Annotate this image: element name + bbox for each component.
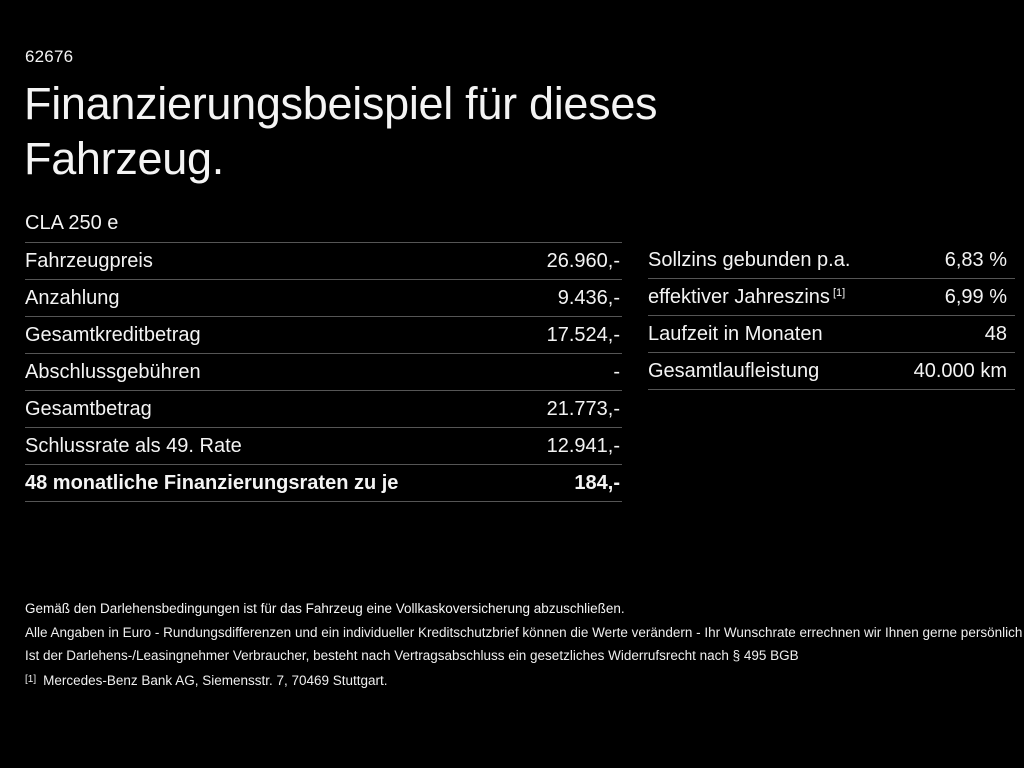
row-value: 40.000 km bbox=[913, 359, 1007, 382]
table-row-gesamtbetrag bbox=[25, 391, 622, 428]
table-row-gesamtkreditbetrag bbox=[25, 317, 622, 354]
row-label: Gesamtkreditbetrag bbox=[25, 323, 201, 346]
offer-id: 62676 bbox=[25, 47, 74, 66]
legal-notes bbox=[25, 597, 1023, 692]
row-value: 6,99 % bbox=[944, 285, 1007, 308]
row-label: Abschlussgebühren bbox=[25, 360, 201, 383]
row-value: 184,- bbox=[574, 471, 620, 494]
row-label: Laufzeit in Monaten bbox=[648, 322, 823, 345]
insurance-requirement-note: Gemäß den Darlehensbedingungen ist für das Fahrzeug eine Vollkaskoversicherung abzuschließen. bbox=[25, 601, 625, 616]
table-row-abschlussgebuehren bbox=[25, 354, 622, 391]
row-value: 21.773,- bbox=[546, 397, 620, 420]
row-value: 48 bbox=[984, 322, 1007, 345]
disclaimer-note-2: Ist der Darlehens-/Leasingnehmer Verbraucher, besteht nach Vertragsabschluss ein gesetzliches Widerrufsrecht nach § 495 BGB bbox=[25, 648, 799, 663]
page-title-line1: Finanzierungsbeispiel für dieses bbox=[24, 78, 658, 129]
row-value: 12.941,- bbox=[546, 434, 620, 457]
table-row-monatsrate bbox=[25, 465, 622, 502]
row-label: Sollzins gebunden p.a. bbox=[648, 248, 851, 271]
table-row-fahrzeugpreis bbox=[25, 243, 622, 280]
page-title bbox=[24, 76, 657, 186]
row-value: - bbox=[613, 360, 620, 383]
row-value: 9.436,- bbox=[557, 286, 620, 309]
table-row-sollzins bbox=[648, 242, 1015, 279]
table-row-effektiver-jahreszins bbox=[648, 279, 1015, 316]
row-label: Gesamtbetrag bbox=[25, 397, 152, 420]
disclaimer-note-1: Alle Angaben in Euro - Rundungsdifferenzen und ein individueller Kreditschutzbrief können die Werte verändern - Ihr Wunschrate errechnen wir Ihnen gerne persönlich bbox=[25, 624, 1023, 640]
row-value: 26.960,- bbox=[546, 249, 620, 272]
financing-table-right bbox=[648, 242, 1015, 390]
footnote-text: Mercedes-Benz Bank AG, Siemensstr. 7, 70469 Stuttgart. bbox=[43, 672, 388, 688]
table-row-schlussrate bbox=[25, 428, 622, 465]
table-row-laufzeit bbox=[648, 316, 1015, 353]
row-label: Anzahlung bbox=[25, 286, 120, 309]
footnote-reference: [1] bbox=[832, 286, 846, 299]
row-value: 17.524,- bbox=[546, 323, 620, 346]
row-value: 6,83 % bbox=[944, 248, 1007, 271]
bank-footnote bbox=[25, 668, 1005, 693]
row-label: 48 monatliche Finanzierungsraten zu je bbox=[25, 471, 399, 494]
financing-table-left bbox=[25, 242, 622, 502]
table-row-anzahlung bbox=[25, 280, 622, 317]
vehicle-model: CLA 250 e bbox=[25, 212, 119, 234]
row-label: Gesamtlaufleistung bbox=[648, 359, 820, 382]
footnote-marker: [1] bbox=[25, 673, 37, 685]
table-row-gesamtlaufleistung bbox=[648, 353, 1015, 390]
row-label: Fahrzeugpreis bbox=[25, 249, 153, 272]
row-label: effektiver Jahreszins [1] bbox=[648, 285, 846, 308]
row-label: Schlussrate als 49. Rate bbox=[25, 434, 242, 457]
page-title-line2: Fahrzeug. bbox=[24, 133, 224, 184]
